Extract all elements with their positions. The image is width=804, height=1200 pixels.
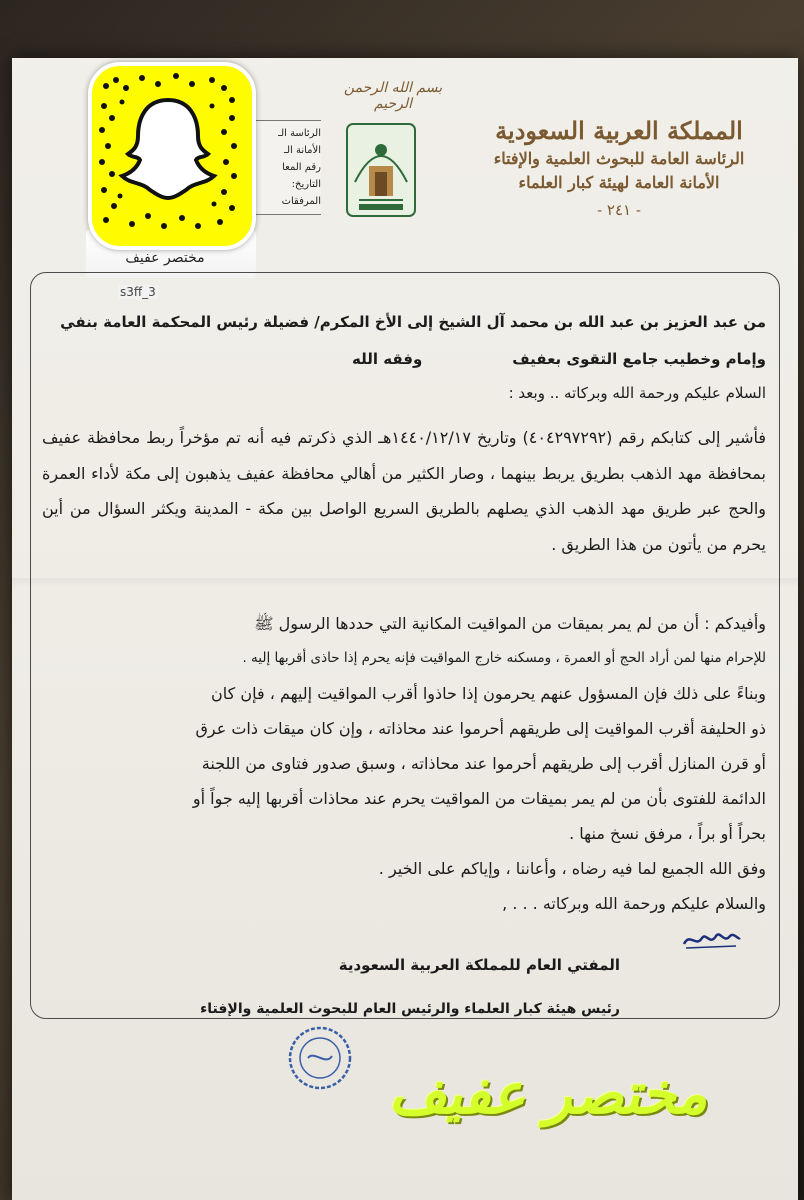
greeting: السلام عليكم ورحمة الله وبركاته .. وبعد : bbox=[508, 384, 766, 402]
left-field-line1: الرئاسة الـ bbox=[278, 128, 321, 139]
snapcode bbox=[88, 62, 256, 250]
snapcode-display-name: مختصر عفيف bbox=[125, 250, 205, 266]
recipient-closing: وفقه الله bbox=[352, 350, 423, 368]
ruling-line4: ذو الحليفة أقرب المواقيت إلى طريقهم أحرموا عند محاذاته ، وإن كان ميقات ذات عرق bbox=[195, 719, 766, 738]
ruling-line1: وأفيدكم : أن من لم يمر بميقات من المواقيت المكانية التي حددها الرسول ﷺ bbox=[254, 614, 766, 633]
secretariat-title: الأمانة العامة لهيئة كبار العلماء bbox=[518, 173, 720, 192]
presidency-title: الرئاسة العامة للبحوث العلمية والإفتاء bbox=[493, 149, 745, 168]
handwritten-signature bbox=[680, 926, 742, 952]
ref-number-label: رقم المعا bbox=[282, 162, 321, 173]
ruling-line2: للإحرام منها لمن أراد الحج أو العمرة ، ومسكنه خارج المواقيت فإنه يحرم إذا حاذى أقربها إليه . bbox=[242, 650, 766, 666]
attachments-label: المرفقات bbox=[281, 196, 321, 207]
basmala: بسم الله الرحمن الرحيم bbox=[343, 80, 443, 112]
letterhead-right bbox=[474, 115, 764, 219]
closing-prayer: وفق الله الجميع لما فيه رضاه ، وأعاننا ، وإياكم على الخير . bbox=[378, 859, 766, 878]
official-stamp bbox=[286, 1024, 354, 1092]
snapcode-pattern bbox=[92, 66, 244, 238]
recipient-line2: وإمام وخطيب جامع التقوى بعفيف bbox=[512, 350, 766, 368]
paragraph-ruling bbox=[42, 606, 766, 921]
ruling-line5: أو قرن المنازل أقرب إلى طريقهم أحرموا عند محاذاته ، وسبق صدور فتاوى من اللجنة bbox=[201, 754, 766, 773]
document-number: - ٢٤١ - bbox=[597, 201, 641, 219]
watermark-text: مختصر عفيف bbox=[388, 1062, 708, 1127]
ruling-line7: بحراً أو براً ، مرفق نسخ منها . bbox=[569, 824, 766, 843]
recipient-line2-row bbox=[42, 350, 766, 368]
kingdom-title: المملكة العربية السعودية bbox=[495, 116, 743, 145]
signatory-title-mufti: المفتي العام للمملكة العربية السعودية bbox=[338, 956, 620, 974]
paragraph-request: فأشير إلى كتابكم رقم (٤٠٤٢٩٧٢٩٢) وتاريخ ١٤٤٠/١٢/١٧هـ الذي ذكرتم فيه أنه تم مؤخراً ربط محافظة عفيف بمحافظة مهد الذهب بطريق يربط بينهما ، وصار الكثير من أهالي محافظة عفيف يذهبون إلى مكة لأداء العمرة والحج عبر طريق مهد الذهب الذي يصلهم بالطريق السريع الواصل بين مكة - المدينة ويكثر السؤال من أين يحرم من يأتون من هذا الطريق . bbox=[42, 428, 766, 554]
snapcode-username: s3ff_3 bbox=[120, 285, 156, 299]
ruling-line6: الدائمة للفتوى بأن من لم يمر بميقات من المواقيت يحرم عند محاذات أقربها إليه جواً أو bbox=[192, 789, 766, 808]
recipient-line1: من عبد العزيز بن عبد الله بن محمد آل الشيخ إلى الأخ المكرم/ فضيلة رئيس المحكمة العامة بنفي bbox=[60, 313, 766, 331]
closing-salutation: والسلام عليكم ورحمة الله وبركاته . . . , bbox=[502, 894, 766, 913]
date-label: التاريخ: bbox=[291, 179, 321, 190]
left-field-line2: الأمانة الـ bbox=[284, 145, 321, 156]
ruling-line3: وبناءً على ذلك فإن المسؤول عنهم يحرمون إذا حاذوا أقرب المواقيت إليهم ، فإن كان bbox=[211, 684, 766, 703]
signatory-title-president: رئيس هيئة كبار العلماء والرئيس العام للبحوث العلمية والإفتاء bbox=[200, 1001, 620, 1017]
emblem-logo bbox=[345, 122, 417, 218]
